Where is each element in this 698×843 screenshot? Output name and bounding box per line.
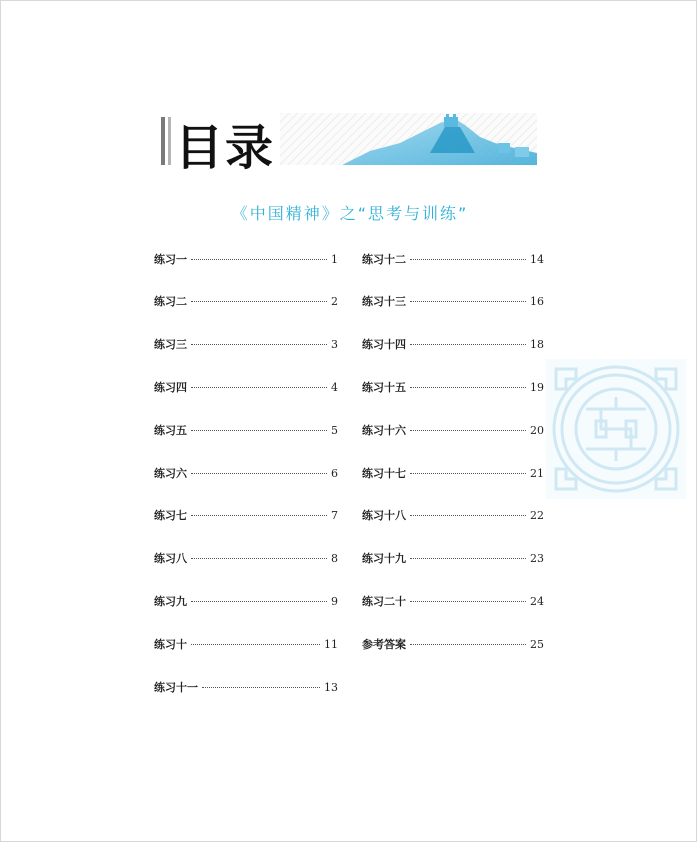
toc-entry[interactable] — [154, 379, 338, 397]
toc-entry-label: 练习十九 — [362, 552, 406, 565]
toc-subtitle: 《中国精神》之“思考与训练” — [231, 204, 469, 223]
toc-entry-label: 练习十五 — [362, 381, 406, 394]
toc-entry[interactable] — [362, 379, 544, 397]
toc-entry-page: 11 — [324, 638, 338, 651]
toc-leader-dots — [410, 259, 526, 260]
toc-entry-label: 练习十六 — [362, 424, 406, 437]
toc-leader-dots — [202, 687, 320, 688]
toc-entry-label: 参考答案 — [362, 638, 406, 651]
toc-entry[interactable] — [154, 550, 338, 568]
toc-entry-page: 16 — [530, 295, 544, 308]
toc-leader-dots — [191, 473, 327, 474]
toc-entry[interactable] — [362, 251, 544, 269]
toc-entry[interactable] — [154, 636, 338, 654]
toc-entry-label: 练习十四 — [362, 338, 406, 351]
toc-leader-dots — [410, 301, 526, 302]
toc-entry-page: 9 — [331, 595, 338, 608]
toc-entry-label: 练习十二 — [362, 253, 406, 266]
toc-entry[interactable] — [154, 507, 338, 525]
toc-entry-label: 练习七 — [154, 509, 187, 522]
toc-entry-label: 练习十八 — [362, 509, 406, 522]
toc-entry-label: 练习四 — [154, 381, 187, 394]
toc-entry-page: 13 — [324, 681, 338, 694]
toc-leader-dots — [191, 558, 327, 559]
toc-entry-label: 练习八 — [154, 552, 187, 565]
toc-entry-label: 练习九 — [154, 595, 187, 608]
toc-entry-label: 练习六 — [154, 467, 187, 480]
toc-entry-label: 练习二 — [154, 295, 187, 308]
toc-entry[interactable] — [362, 422, 544, 440]
toc-entry-page: 24 — [530, 595, 544, 608]
toc-entry[interactable] — [362, 465, 544, 483]
toc-entry-page: 2 — [331, 295, 338, 308]
great-wall-image — [280, 113, 537, 165]
toc-entry-page: 18 — [530, 338, 544, 351]
toc-leader-dots — [191, 387, 327, 388]
toc-entry[interactable] — [154, 251, 338, 269]
toc-leader-dots — [410, 430, 526, 431]
toc-entry-page: 23 — [530, 552, 544, 565]
toc-leader-dots — [410, 515, 526, 516]
toc-entry-page: 6 — [331, 467, 338, 480]
toc-entry-page: 25 — [530, 638, 544, 651]
toc-leader-dots — [191, 344, 327, 345]
toc-entry-label: 练习十三 — [362, 295, 406, 308]
toc-entry-page: 8 — [331, 552, 338, 565]
chinese-seal-pattern-icon — [546, 359, 686, 499]
toc-entry-page: 1 — [331, 253, 338, 266]
toc-leader-dots — [410, 644, 526, 645]
toc-entry[interactable] — [362, 336, 544, 354]
toc-leader-dots — [191, 515, 327, 516]
toc-entry-label: 练习十七 — [362, 467, 406, 480]
toc-leader-dots — [410, 558, 526, 559]
toc-entry-page: 22 — [530, 509, 544, 522]
toc-entry-label: 练习一 — [154, 253, 187, 266]
toc-entry-page: 4 — [331, 381, 338, 394]
toc-entry[interactable] — [154, 679, 338, 697]
toc-entry-page: 19 — [530, 381, 544, 394]
toc-entry-page: 21 — [530, 467, 544, 480]
toc-leader-dots — [191, 430, 327, 431]
toc-entry-label: 练习五 — [154, 424, 187, 437]
toc-leader-dots — [410, 601, 526, 602]
toc-entry-label: 练习二十 — [362, 595, 406, 608]
page-title: 目录 — [175, 120, 276, 176]
toc-leader-dots — [191, 601, 327, 602]
toc-entry-page: 5 — [331, 424, 338, 437]
toc-leader-dots — [191, 259, 327, 260]
toc-entry[interactable] — [154, 593, 338, 611]
toc-entry[interactable] — [154, 422, 338, 440]
toc-leader-dots — [410, 344, 526, 345]
title-accent-bar-light — [168, 117, 171, 165]
toc-entry[interactable] — [362, 507, 544, 525]
toc-entry-label: 练习十一 — [154, 681, 198, 694]
toc-entry-page: 7 — [331, 509, 338, 522]
toc-entry-page: 14 — [530, 253, 544, 266]
toc-entry[interactable] — [362, 293, 544, 311]
toc-leader-dots — [410, 473, 526, 474]
toc-leader-dots — [191, 301, 327, 302]
toc-entry-page: 3 — [331, 338, 338, 351]
toc-entry[interactable] — [362, 636, 544, 654]
title-accent-bar — [161, 117, 165, 165]
toc-entry[interactable] — [154, 293, 338, 311]
toc-entry[interactable] — [362, 550, 544, 568]
toc-leader-dots — [410, 387, 526, 388]
toc-entry-page: 20 — [530, 424, 544, 437]
toc-entry[interactable] — [154, 336, 338, 354]
toc-entry-label: 练习十 — [154, 638, 187, 651]
toc-leader-dots — [191, 644, 320, 645]
toc-entry[interactable] — [154, 465, 338, 483]
toc-entry-label: 练习三 — [154, 338, 187, 351]
toc-entry[interactable] — [362, 593, 544, 611]
